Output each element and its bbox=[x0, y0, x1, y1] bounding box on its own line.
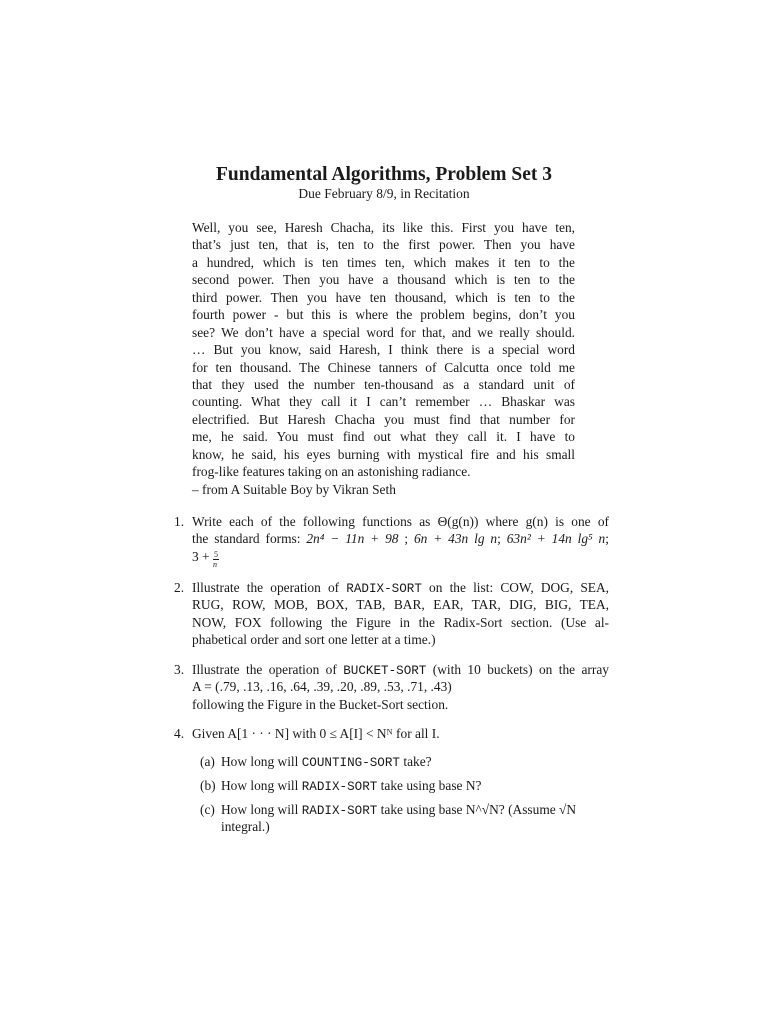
problem-line: Write each of the following functions as Θ(g(n)) where g(n) is one of bbox=[192, 514, 609, 529]
subproblem-label: (a) bbox=[200, 754, 215, 769]
quote-line: for ten thousand. The Chinese tanners of Calcutta once told me bbox=[192, 359, 575, 375]
subproblem-text-continued: integral.) bbox=[221, 819, 270, 835]
problem-line: RUG, ROW, MOB, BOX, TAB, BAR, EAR, TAR, DIG, BIG, TEA, bbox=[192, 597, 609, 613]
quote-line: that they used the number ten-thousand as a standard unit of bbox=[192, 376, 575, 392]
problem-text bbox=[192, 725, 609, 742]
subproblem-text bbox=[221, 777, 609, 796]
text-fragment: How long will bbox=[221, 778, 299, 793]
problem-line: the standard forms: 2n⁴ − 11n + 98 ; 6n + 43n lg n; 63n² + 14n lg⁵ n; bbox=[192, 531, 609, 547]
function-3: 63n² + 14n lg⁵ n bbox=[506, 531, 606, 547]
function-4: 3 + bbox=[192, 548, 210, 564]
page-title: Fundamental Algorithms, Problem Set 3 bbox=[215, 164, 552, 185]
problem-line bbox=[192, 579, 609, 596]
subproblem-label: (c) bbox=[200, 802, 215, 817]
problem-number: 2. bbox=[174, 580, 185, 595]
problem-line bbox=[192, 548, 609, 569]
text-fragment: take using base N? bbox=[380, 778, 482, 793]
problem-line: NOW, FOX following the Figure in the Radix-Sort section. (Use al- bbox=[192, 614, 609, 630]
quote-line: that’s just ten, that is, ten to the first power. Then you have bbox=[192, 237, 575, 253]
text-fragment: (with 10 buckets) on the array bbox=[432, 662, 609, 677]
algorithm-name: RADIX-SORT bbox=[301, 780, 378, 794]
standard-forms-label: the standard forms: bbox=[192, 531, 301, 547]
text-fragment: How long will bbox=[221, 754, 299, 769]
array-values: A = (.79, .13, .16, .64, .39, .20, .89, .53, .71, .43) bbox=[192, 679, 452, 695]
quote-line: know, he said, his eyes burning with mystical fire and his small bbox=[192, 446, 575, 462]
quote-line: electrified. But Haresh Chacha you must find that number for bbox=[192, 411, 575, 427]
fraction-denominator: n bbox=[212, 559, 217, 569]
problem-text bbox=[192, 513, 609, 569]
quote-line: counting. What they call it I can’t remember … Bhaskar was bbox=[192, 394, 575, 410]
epigraph-quote bbox=[192, 219, 575, 498]
text-fragment: take using base N^√N? (Assume √N bbox=[380, 802, 577, 817]
text-fragment: Illustrate the operation of bbox=[192, 580, 340, 595]
quote-line: frog-like features taking on an astonishing radiance. bbox=[192, 464, 471, 480]
problem-line bbox=[192, 661, 609, 678]
problem-text bbox=[192, 661, 609, 713]
quote-line: third power. Then you have ten thousand, which is ten to the bbox=[192, 289, 575, 305]
algorithm-name: COUNTING-SORT bbox=[301, 756, 400, 770]
problem-number: 1. bbox=[174, 514, 185, 529]
problem-text bbox=[192, 579, 609, 649]
text-fragment: Illustrate the operation of bbox=[192, 662, 337, 677]
text-fragment: on the list: COW, DOG, SEA, bbox=[429, 580, 609, 595]
problem-number: 3. bbox=[174, 662, 185, 677]
quote-line: see? We don’t have a special word for that, and we really should. bbox=[192, 324, 575, 340]
quote-line: fourth power - but this is where the problem begins, don’t you bbox=[192, 307, 575, 323]
quote-line: … But you know, said Haresh, I think there is a special word bbox=[192, 342, 575, 358]
fraction-numerator: 5 bbox=[213, 549, 218, 559]
problem-number: 4. bbox=[174, 726, 185, 741]
problem-line: phabetical order and sort one letter at a time.) bbox=[192, 632, 436, 648]
quote-line: second power. Then you have a thousand which is ten to the bbox=[192, 272, 575, 288]
subproblem-label: (b) bbox=[200, 778, 216, 793]
quote-line: a hundred, which is ten times ten, which makes it ten to the bbox=[192, 254, 575, 270]
problem-line: Given A[1 · · · N] with 0 ≤ A[I] < Nᴺ for all I. bbox=[192, 726, 440, 741]
algorithm-name: RADIX-SORT bbox=[301, 804, 378, 818]
text-fragment: How long will bbox=[221, 802, 299, 817]
quote-line: Well, you see, Haresh Chacha, its like this. First you have ten, bbox=[192, 220, 575, 235]
function-2: 6n + 43n lg n bbox=[413, 531, 498, 547]
quote-line: me, he said. You must find out what they call it. I have to bbox=[192, 429, 575, 445]
text-fragment: take? bbox=[403, 754, 432, 769]
fraction bbox=[213, 550, 219, 569]
due-date-subtitle: Due February 8/9, in Recitation bbox=[298, 186, 470, 201]
problem-line: following the Figure in the Bucket-Sort section. bbox=[192, 696, 449, 712]
function-1: 2n⁴ − 11n + 98 bbox=[306, 531, 399, 547]
algorithm-name: RADIX-SORT bbox=[346, 582, 422, 596]
quote-attribution: – from A Suitable Boy by Vikran Seth bbox=[192, 481, 396, 497]
subproblem-text bbox=[221, 753, 609, 772]
algorithm-name: BUCKET-SORT bbox=[343, 664, 427, 678]
